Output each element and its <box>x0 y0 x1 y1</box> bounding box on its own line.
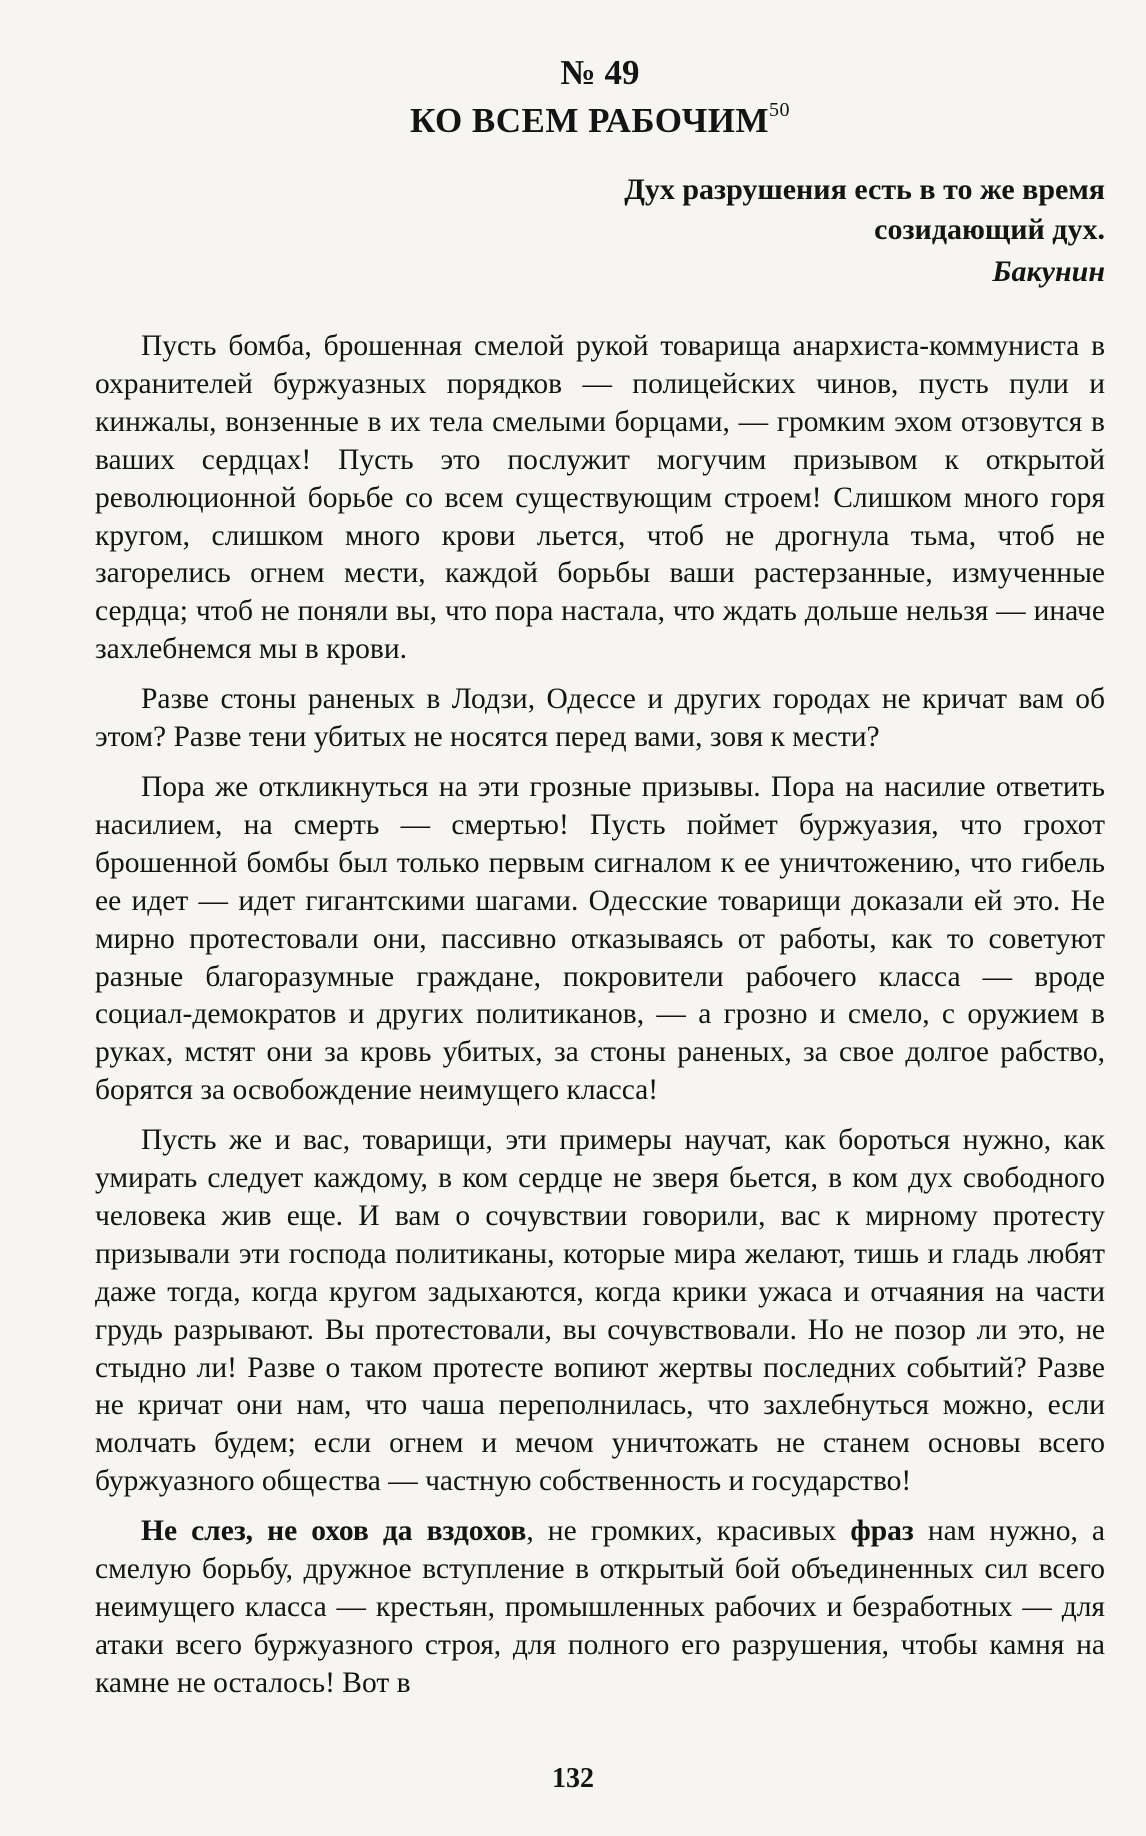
epigraph-author: Бакунин <box>992 255 1105 288</box>
document-body <box>95 328 1105 1703</box>
paragraph-5 <box>95 1513 1105 1703</box>
document-title <box>95 98 1105 144</box>
document-title-text: КО ВСЕМ РАБОЧИМ <box>409 101 770 140</box>
page-number: 132 <box>552 1763 594 1794</box>
epigraph-line-1: Дух разрушения есть в то же время <box>624 173 1105 206</box>
paragraph-5-rest: нам нужно, а смелую борьбу, дружное вступление в открытый бой объединенных сил всего неимущего класса — крестьян, промышленных рабочих и безработных — для атаки всего буржуазного строя, для полного его разрушения, чтобы камня на камне не осталось! Вот в <box>95 1515 1106 1699</box>
epigraph <box>95 170 1105 250</box>
paragraph-1: Пусть бомба, брошенная смелой рукой товарища анархиста-коммуниста в охранителей буржуазных порядков — полицейских чинов, пусть пули и кинжалы, вонзенные в их тела смелыми борцами, — громким эхом отзовутся в ваших сердцах! Пусть это послужит могучим призывом к открытой революционной борьбе со всем существующим строем! Слишком много горя кругом, слишком много крови льется, чтоб не дрогнула тьма, чтоб не загорелись огнем мести, каждой борьбы ваши растерзанные, измученные сердца; чтоб не поняли вы, что пора настала, что ждать дольше нельзя — иначе захлебнемся мы в крови. <box>95 330 1105 666</box>
paragraph-2: Разве стоны раненых в Лодзи, Одессе и других городах не кричат вам об этом? Разве тени убитых не носятся перед вами, зовя к мести? <box>95 683 1105 754</box>
paragraph-3: Пора же откликнуться на эти грозные призывы. Пора на насилие ответить насилием, на смерть — смертью! Пусть поймет буржуазия, что грохот брошенной бомбы был только первым сигналом к ее уничтожению, что гибель ее идет — идет гигантскими шагами. Одесские товарищи доказали ей это. Не мирно протестовали они, пассивно отказываясь от работы, как то советуют разные благоразумные граждане, покровители рабочего класса — вроде социал-демократов и других политиканов, — а грозно и смело, с оружием в руках, мстят они за кровь убитых, за стоны раненых, за свое долгое рабство, борятся за освобождение неимущего класса! <box>95 770 1105 1107</box>
epigraph-line-2: созидающий дух. <box>874 213 1105 246</box>
title-footnote-marker: 50 <box>769 99 791 121</box>
paragraph-4: Пусть же и вас, товарищи, эти примеры научат, как бороться нужно, как умирать следует каждому, в ком сердце не зверя бьется, в ком дух свободного человека жив еще. И вам о сочувствии говорили, вас к мирному протесту призывали эти господа политиканы, которые мира желают, тишь и гладь любят даже тогда, когда кругом задыхаются, когда крики ужаса и отчаяния на части грудь разрывают. Вы протестовали, вы сочувствовали. Но не позор ли это, не стыдно ли! Разве о таком протесте вопиют жертвы последних событий? Разве не кричат они нам, что чаша переполнилась, что захлебнуться можно, если молчать будем; если огнем и мечом уничтожать не станем основы всего буржуазного общества — частную собственность и государство! <box>95 1124 1105 1498</box>
paragraph-5-bold-word: фраз <box>850 1515 914 1548</box>
document-number: № 49 <box>560 53 640 92</box>
paragraph-5-mid: , не громких, красивых <box>526 1515 851 1548</box>
paragraph-5-bold-lead: Не слез, не охов да вздохов <box>141 1515 527 1548</box>
document-page <box>95 52 1105 1715</box>
